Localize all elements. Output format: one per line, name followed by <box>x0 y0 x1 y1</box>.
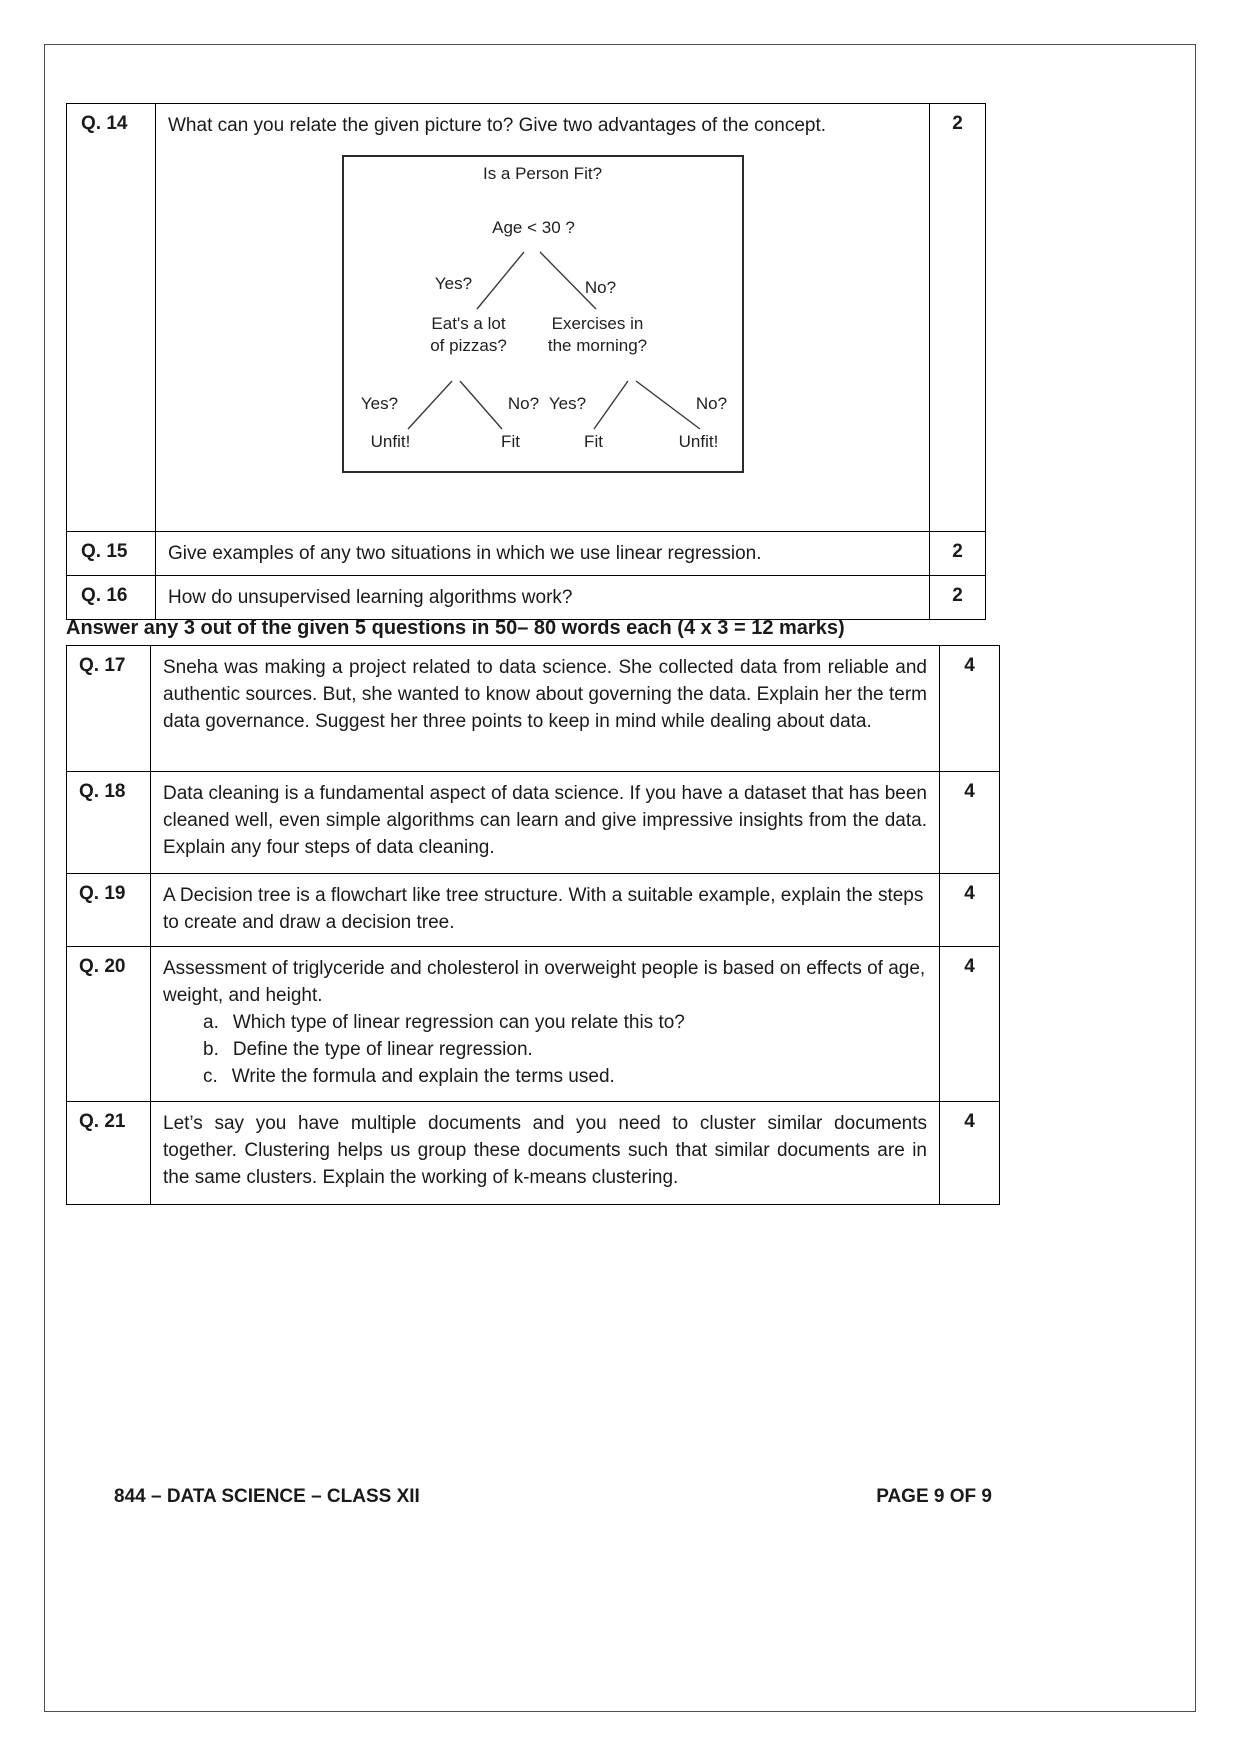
branch-label-left-yes: Yes? <box>360 394 399 413</box>
question-cell <box>151 874 939 946</box>
question-row <box>67 873 999 946</box>
subquestion-item <box>203 1063 927 1090</box>
question-row <box>67 575 985 619</box>
subquestion-label: a. <box>203 1012 219 1033</box>
figure-title: Is a Person Fit? <box>482 164 603 183</box>
leaf-unfit-1: Unfit! <box>370 432 411 451</box>
question-row <box>67 531 985 575</box>
subquestion-item <box>203 1036 927 1063</box>
question-text: What can you relate the given picture to? Give two advantages of the concept. <box>168 115 827 136</box>
question-number: Q. 17 <box>67 646 151 771</box>
footer-page-number: PAGE 9 OF 9 <box>876 1486 992 1507</box>
question-cell <box>151 1102 939 1204</box>
question-cell <box>156 576 929 619</box>
branch-label-left-no: No? <box>507 394 540 413</box>
marks-cell: 4 <box>939 947 999 1101</box>
question-number: Q. 14 <box>67 104 156 531</box>
marks-cell: 4 <box>939 772 999 873</box>
question-number: Q. 18 <box>67 772 151 873</box>
subquestion-label: c. <box>203 1066 218 1087</box>
footer <box>66 1486 1000 1508</box>
leaf-fit-1: Fit <box>501 432 520 451</box>
question-cell <box>151 772 939 873</box>
questions-table-short <box>66 103 986 620</box>
tree-node-line: of pizzas? <box>430 336 507 355</box>
tree-node-line: the morning? <box>547 336 648 355</box>
marks-cell: 2 <box>929 576 985 619</box>
branch-label-right-yes: Yes? <box>548 394 587 413</box>
footer-course: 844 – DATA SCIENCE – CLASS XII <box>114 1486 420 1507</box>
subquestion-text: Define the type of linear regression. <box>232 1039 533 1060</box>
question-number: Q. 16 <box>67 576 156 619</box>
marks-cell: 2 <box>929 532 985 575</box>
question-text: Sneha was making a project related to data science. She collected data from reliable and authentic sources. But, she wanted to know about governing the data. Explain her the term data governance. Suggest her three points to keep in mind while dealing about data. <box>163 657 927 732</box>
question-text: Let’s say you have multiple documents and you need to cluster similar documents together. Clustering helps us group these documents such that similar documents are in the same clusters. Explain the working of k-means clustering. <box>163 1113 927 1188</box>
tree-node-pizzas <box>430 313 507 357</box>
question-cell <box>151 947 939 1101</box>
marks-cell: 2 <box>929 104 985 531</box>
tree-root-node: Age < 30 ? <box>492 218 575 237</box>
question-text: Give examples of any two situations in which we use linear regression. <box>168 543 762 564</box>
decision-tree-figure <box>342 155 744 473</box>
question-row <box>67 646 999 771</box>
tree-node-exercises <box>548 313 647 357</box>
question-row <box>67 946 999 1101</box>
questions-table-long <box>66 645 1000 1205</box>
marks-cell: 4 <box>939 646 999 771</box>
subquestion-text: Write the formula and explain the terms used. <box>231 1066 615 1087</box>
tree-node-line: Eat's a lot <box>431 314 506 333</box>
leaf-unfit-2: Unfit! <box>678 432 719 451</box>
subquestion-list <box>203 1009 927 1090</box>
question-row <box>67 771 999 873</box>
tree-node-line: Exercises in <box>551 314 644 333</box>
section-instruction: Answer any 3 out of the given 5 questions in 50– 80 words each (4 x 3 = 12 marks) <box>66 617 845 639</box>
question-cell <box>156 532 929 575</box>
marks-cell: 4 <box>939 1102 999 1204</box>
question-number: Q. 20 <box>67 947 151 1101</box>
question-number: Q. 19 <box>67 874 151 946</box>
question-row <box>67 1101 999 1204</box>
question-text: How do unsupervised learning algorithms work? <box>168 587 573 608</box>
marks-cell: 4 <box>939 874 999 946</box>
branch-label-root-no: No? <box>584 278 617 297</box>
question-text: Assessment of triglyceride and cholesterol in overweight people is based on effects of age, weight, and height. <box>163 958 926 1006</box>
subquestion-text: Which type of linear regression can you relate this to? <box>232 1012 685 1033</box>
subquestion-item <box>203 1009 927 1036</box>
question-row <box>67 104 985 531</box>
leaf-fit-2: Fit <box>584 432 603 451</box>
question-cell <box>156 104 929 531</box>
question-text: A Decision tree is a flowchart like tree structure. With a suitable example, explain the steps to create and draw a decision tree. <box>163 885 924 933</box>
question-cell <box>151 646 939 771</box>
tree-edges <box>344 157 742 471</box>
subquestion-label: b. <box>203 1039 219 1060</box>
branch-label-right-no: No? <box>695 394 728 413</box>
branch-label-root-yes: Yes? <box>434 274 473 293</box>
question-text: Data cleaning is a fundamental aspect of data science. If you have a dataset that has been cleaned well, even simple algorithms can learn and give impressive insights from the data. Explain any four steps of data cleaning. <box>163 783 927 858</box>
question-number: Q. 21 <box>67 1102 151 1204</box>
question-number: Q. 15 <box>67 532 156 575</box>
